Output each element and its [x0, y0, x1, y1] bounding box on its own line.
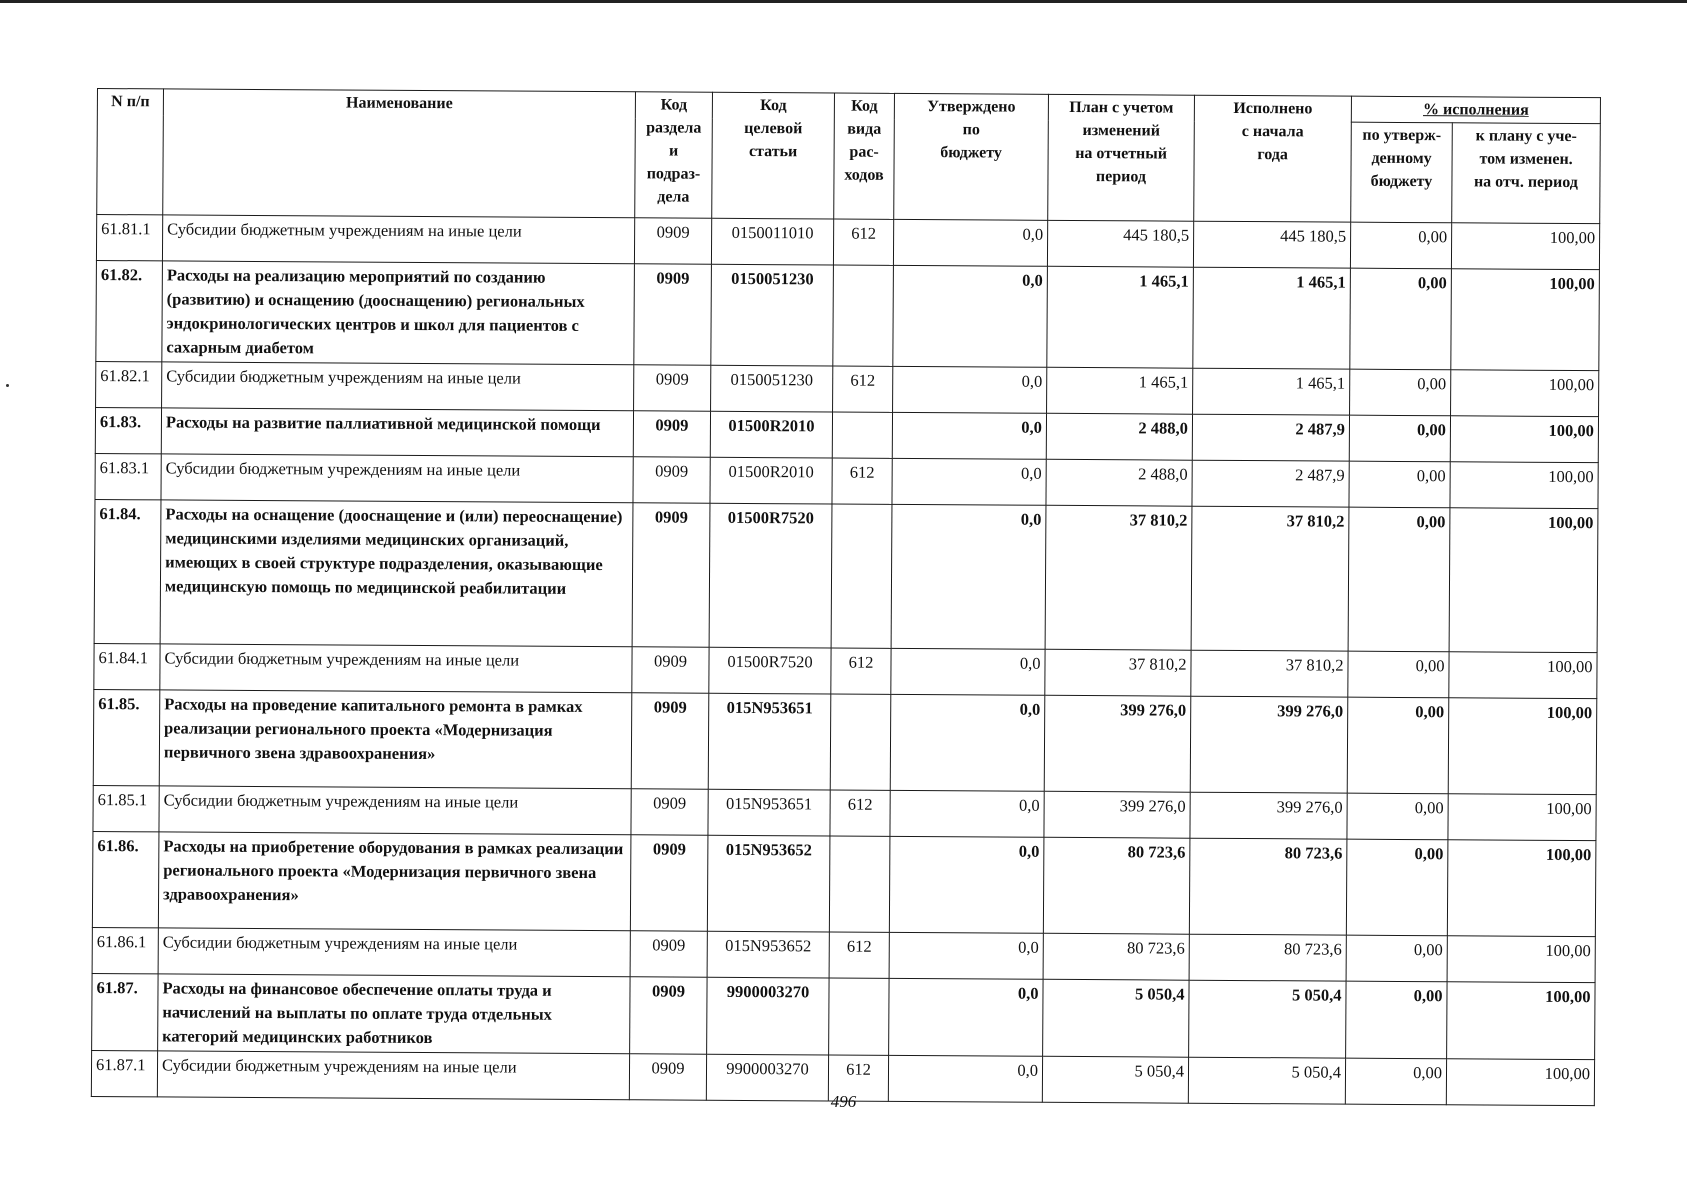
cell-name: Субсидии бюджетным учреждениям на иные цели [161, 454, 633, 503]
table-header [97, 89, 1601, 224]
cell-section-code: 0909 [632, 647, 709, 693]
cell-approved: 0,0 [893, 366, 1047, 413]
cell-percent-plan: 100,00 [1448, 698, 1597, 795]
cell-approved: 0,0 [889, 932, 1043, 979]
cell-expense-kind-code [829, 978, 889, 1055]
table-row [92, 973, 1595, 1059]
cell-percent-plan: 100,00 [1449, 652, 1597, 699]
cell-name: Субсидии бюджетным учреждениям на иные цели [158, 928, 630, 977]
header-approved: Утверждено по бюджету [894, 93, 1049, 220]
cell-target-code: 01500R2010 [710, 411, 832, 458]
cell-percent-plan: 100,00 [1447, 936, 1595, 983]
cell-approved: 0,0 [893, 219, 1047, 266]
cell-num: 61.87.1 [91, 1050, 157, 1096]
header-name: Наименование [163, 89, 636, 218]
cell-name: Расходы на оснащение (дооснащение и (или) переоснащение) медицинскими изделиями медицинских организаций, имеющих в своей структуре подразделения, оказывающие медицинскую помощь по медицинской реабилитации [160, 500, 633, 647]
cell-percent-approved: 0,00 [1349, 461, 1450, 508]
cell-percent-approved: 0,00 [1348, 507, 1450, 652]
cell-section-code: 0909 [633, 457, 710, 503]
cell-target-code: 9900003270 [707, 977, 829, 1055]
cell-num: 61.85.1 [93, 785, 159, 831]
header-section-code: Код раздела и подраз- дела [635, 92, 713, 218]
scan-top-edge [0, 0, 1687, 3]
cell-done: 445 180,5 [1193, 221, 1350, 268]
cell-num: 61.87. [92, 973, 158, 1050]
cell-done: 80 723,6 [1189, 934, 1346, 981]
cell-expense-kind-code [830, 694, 891, 790]
cell-percent-plan: 100,00 [1450, 416, 1598, 463]
cell-percent-approved: 0,00 [1349, 415, 1450, 462]
cell-done: 2 487,9 [1192, 460, 1349, 507]
page-number: 496 [830, 1092, 857, 1111]
cell-plan: 80 723,6 [1043, 933, 1189, 980]
cell-plan: 37 810,2 [1045, 505, 1192, 650]
cell-num: 61.83. [95, 407, 161, 453]
cell-percent-approved: 0,00 [1350, 369, 1451, 416]
cell-done: 1 465,1 [1193, 368, 1350, 415]
table-row [93, 689, 1597, 794]
cell-percent-approved: 0,00 [1345, 1058, 1446, 1105]
cell-approved: 0,0 [890, 694, 1045, 791]
cell-section-code: 0909 [630, 931, 707, 977]
cell-percent-plan: 100,00 [1451, 269, 1600, 371]
cell-target-code: 015N953651 [708, 693, 831, 790]
cell-expense-kind-code [831, 504, 892, 648]
cell-section-code: 0909 [631, 789, 708, 835]
header-done: Исполнено с начала года [1194, 95, 1352, 222]
table-row [94, 499, 1598, 652]
header-percent-group: % исполнения [1351, 96, 1600, 124]
cell-section-code: 0909 [634, 264, 712, 365]
cell-num: 61.84.1 [94, 643, 160, 689]
header-percent-approved: по утверж- денному бюджету [1351, 122, 1453, 223]
cell-num: 61.84. [94, 499, 161, 643]
cell-section-code: 0909 [630, 977, 707, 1054]
cell-name: Расходы на приобретение оборудования в рамках реализации регионального проекта «Модернизация первичного звена здравоохранения» [158, 832, 631, 931]
cell-approved: 0,0 [892, 412, 1046, 459]
cell-expense-kind-code: 612 [829, 932, 889, 978]
cell-plan: 1 465,1 [1047, 367, 1193, 414]
cell-approved: 0,0 [891, 504, 1046, 649]
cell-name: Расходы на проведение капитального ремонта в рамках реализации регионального проекта «Модернизация первичного звена здравоохранения» [159, 690, 632, 789]
cell-done: 37 810,2 [1191, 650, 1348, 697]
cell-target-code: 01500R2010 [710, 457, 832, 504]
cell-plan: 5 050,4 [1042, 1056, 1188, 1103]
cell-percent-approved: 0,00 [1347, 697, 1449, 794]
document-sheet [91, 88, 1601, 1106]
cell-percent-plan: 100,00 [1449, 508, 1598, 653]
cell-num: 61.85. [93, 689, 160, 785]
cell-expense-kind-code: 612 [831, 648, 891, 694]
cell-section-code: 0909 [633, 411, 710, 457]
cell-section-code: 0909 [630, 835, 708, 931]
cell-target-code: 015N953652 [707, 835, 830, 932]
header-percent-plan: к плану с уче- том изменен. на отч. период [1452, 123, 1601, 224]
cell-percent-approved: 0,00 [1346, 839, 1448, 936]
cell-section-code: 0909 [631, 693, 709, 789]
cell-num: 61.82.1 [96, 361, 162, 407]
cell-done: 2 487,9 [1192, 414, 1349, 461]
cell-section-code: 0909 [634, 365, 711, 411]
cell-percent-plan: 100,00 [1451, 223, 1599, 270]
cell-name: Расходы на финансовое обеспечение оплаты труда и начислений на выплаты по оплате труда отдельных категорий медицинских работников [158, 974, 630, 1054]
cell-plan: 2 488,0 [1046, 459, 1192, 506]
cell-num: 61.86.1 [92, 927, 158, 973]
cell-percent-approved: 0,00 [1350, 268, 1452, 370]
cell-percent-approved: 0,00 [1348, 651, 1449, 698]
header-num: N п/п [97, 89, 164, 215]
cell-plan: 445 180,5 [1047, 220, 1193, 267]
cell-done: 80 723,6 [1189, 838, 1347, 935]
cell-done: 399 276,0 [1190, 696, 1348, 793]
cell-name: Расходы на реализацию мероприятий по созданию (развитию) и оснащению (дооснащению) региональных эндокринологических центров и школ для пациентов с сахарным диабетом [162, 261, 635, 365]
header-target-code: Код целевой статьи [712, 92, 835, 219]
cell-percent-approved: 0,00 [1347, 793, 1448, 840]
cell-plan: 399 276,0 [1044, 791, 1190, 838]
table-row [96, 260, 1600, 370]
cell-expense-kind-code: 612 [828, 1055, 888, 1101]
cell-target-code: 01500R7520 [709, 503, 832, 648]
cell-percent-plan: 100,00 [1451, 370, 1599, 417]
cell-approved: 0,0 [888, 1055, 1042, 1102]
cell-approved: 0,0 [890, 790, 1044, 837]
header-expense-kind-code: Код вида рас- ходов [834, 93, 895, 219]
cell-name: Субсидии бюджетным учреждениям на иные цели [162, 362, 634, 411]
cell-num: 61.81.1 [96, 215, 162, 261]
cell-target-code: 0150051230 [711, 365, 833, 412]
cell-num: 61.82. [96, 260, 163, 361]
cell-percent-approved: 0,00 [1346, 935, 1447, 982]
cell-section-code: 0909 [634, 218, 711, 264]
cell-percent-plan: 100,00 [1446, 1059, 1594, 1106]
cell-done: 1 465,1 [1193, 267, 1351, 369]
cell-target-code: 015N953652 [707, 931, 829, 978]
cell-name: Субсидии бюджетным учреждениям на иные цели [160, 644, 632, 693]
table-row [92, 831, 1596, 936]
cell-target-code: 0150051230 [711, 264, 834, 366]
cell-plan: 2 488,0 [1046, 413, 1192, 460]
cell-expense-kind-code: 612 [830, 790, 890, 836]
cell-approved: 0,0 [889, 836, 1044, 933]
cell-done: 5 050,4 [1189, 980, 1346, 1058]
cell-plan: 5 050,4 [1043, 979, 1189, 1057]
cell-section-code: 0909 [629, 1054, 706, 1100]
cell-target-code: 015N953651 [708, 789, 830, 836]
cell-target-code: 9900003270 [706, 1054, 828, 1101]
cell-name: Субсидии бюджетным учреждениям на иные цели [162, 215, 634, 264]
cell-plan: 1 465,1 [1047, 266, 1194, 368]
scan-speck [6, 384, 9, 387]
cell-target-code: 0150011010 [711, 218, 833, 265]
cell-num: 61.86. [92, 831, 159, 927]
cell-name: Субсидии бюджетным учреждениям на иные цели [157, 1051, 629, 1100]
cell-target-code: 01500R7520 [709, 647, 831, 694]
cell-plan: 399 276,0 [1044, 695, 1191, 792]
cell-approved: 0,0 [889, 978, 1043, 1056]
cell-name: Субсидии бюджетным учреждениям на иные цели [159, 786, 631, 835]
header-plan: План с учетом изменений на отчетный период [1048, 94, 1195, 221]
cell-percent-plan: 100,00 [1447, 840, 1596, 937]
budget-execution-table [91, 88, 1601, 1106]
table-body [91, 215, 1599, 1106]
cell-name: Расходы на развитие паллиативной медицинской помощи [161, 408, 633, 457]
cell-percent-plan: 100,00 [1448, 794, 1596, 841]
cell-expense-kind-code: 612 [832, 458, 892, 504]
cell-approved: 0,0 [892, 458, 1046, 505]
cell-num: 61.83.1 [95, 453, 161, 499]
cell-approved: 0,0 [893, 265, 1048, 367]
cell-expense-kind-code: 612 [833, 219, 893, 265]
cell-percent-approved: 0,00 [1350, 222, 1451, 269]
cell-plan: 37 810,2 [1045, 649, 1191, 696]
cell-percent-plan: 100,00 [1450, 462, 1598, 509]
cell-approved: 0,0 [891, 648, 1045, 695]
cell-percent-approved: 0,00 [1346, 981, 1447, 1059]
cell-expense-kind-code: 612 [833, 366, 893, 412]
cell-section-code: 0909 [632, 503, 710, 647]
cell-expense-kind-code [832, 412, 892, 458]
cell-done: 5 050,4 [1188, 1057, 1345, 1104]
cell-done: 399 276,0 [1190, 792, 1347, 839]
cell-percent-plan: 100,00 [1447, 982, 1595, 1060]
cell-plan: 80 723,6 [1043, 837, 1190, 934]
cell-expense-kind-code [833, 265, 894, 366]
cell-done: 37 810,2 [1191, 506, 1349, 651]
cell-expense-kind-code [829, 836, 890, 932]
